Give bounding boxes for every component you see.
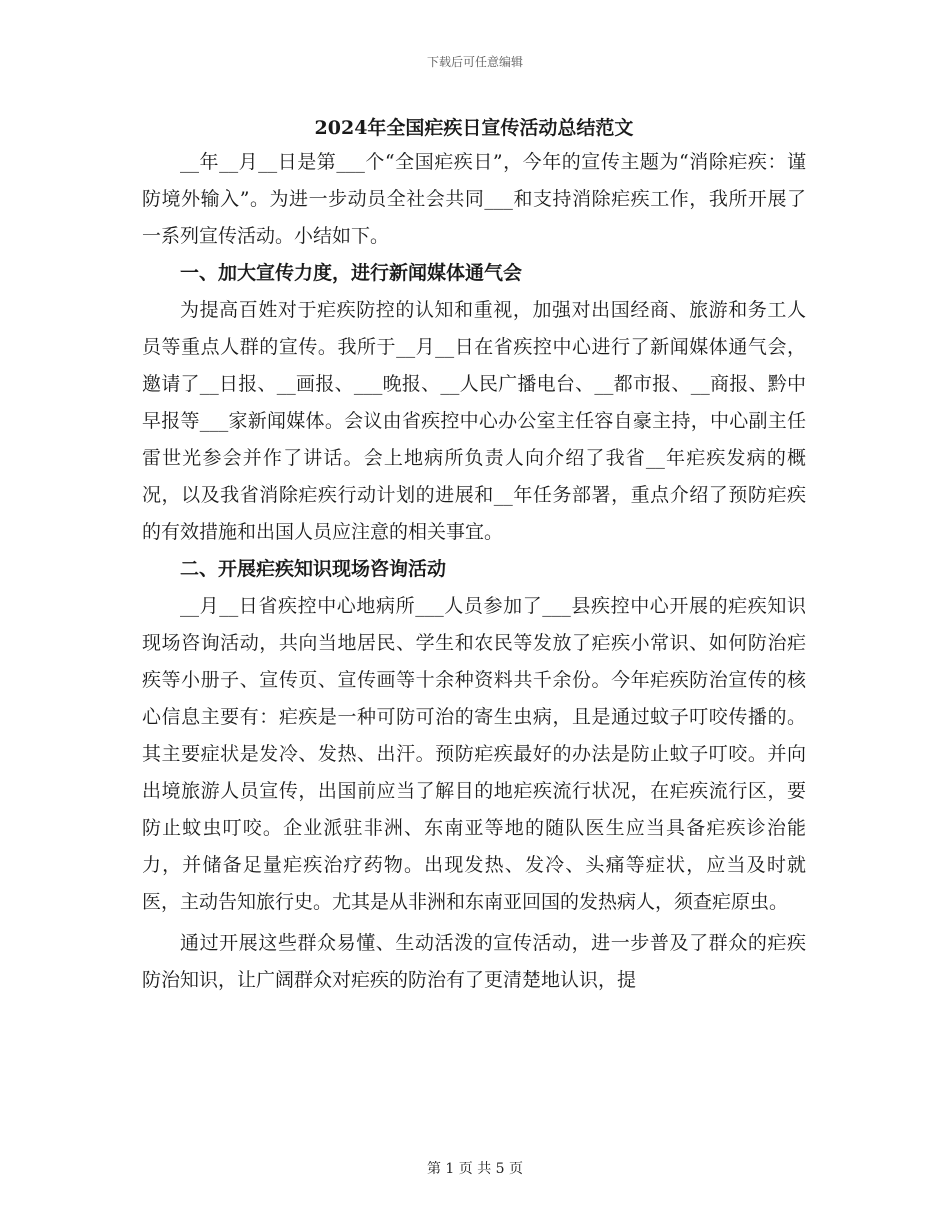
page-header-note: 下载后可任意编辑 [426,55,523,69]
section1-heading: 一、加大宣传力度，进行新闻媒体通气会 [180,262,523,284]
section2-heading: 二、开展疟疾知识现场咨询活动 [180,558,447,580]
closing-paragraph: 通过开展这些群众易懂、生动活泼的宣传活动，进一步普及了群众的疟疾防治知识，让广阔群众对疟疾的防治有了更清楚地认识，提 [142,932,806,991]
intro-paragraph: __年__月__日是第___个“全国疟疾日”，今年的宣传主题为“消除疟疾：谨防境外输入”。为进一步动员全社会共同___和支持消除疟疾工作，我所开展了一系列宣传活动。小结如下。 [142,151,806,247]
section1-paragraph: 为提高百姓对于疟疾防控的认知和重视，加强对出国经商、旅游和务工人员等重点人群的宣传。我所于__月__日在省疾控中心进行了新闻媒体通气会，邀请了__日报、__画报、___晚报、__人民广播电台、__都市报、__商报、黔中早报等___家新闻媒体。会议由省疾控中心办公室主任容自豪主持，中心副主任雷世光参会并作了讲话。会上地病所负责人向介绍了我省__年疟疾发病的概况，以及我省消除疟疾行动计划的进展和__年任务部署，重点介绍了预防疟疾的有效措施和出国人员应注意的相关事宜。 [142,299,806,543]
document-title: 2024年全国疟疾日宣传活动总结范文 [314,117,634,139]
section2-paragraph: __月__日省疾控中心地病所___人员参加了___县疾控中心开展的疟疾知识现场咨询活动，共向当地居民、学生和农民等发放了疟疾小常识、如何防治疟疾等小册子、宣传页、宣传画等十余种资料共千余份。今年疟疾防治宣传的核心信息主要有：疟疾是一种可防可治的寄生虫病，且是通过蚊子叮咬传播的。其主要症状是发冷、发热、出汗。预防疟疾最好的办法是防止蚊子叮咬。并向出境旅游人员宣传，出国前应当了解目的地疟疾流行状况，在疟疾流行区，要防止蚊虫叮咬。企业派驻非洲、东南亚等地的随队医生应当具备疟疾诊治能力，并储备足量疟疾治疗药物。出现发热、发冷、头痛等症状，应当及时就医，主动告知旅行史。尤其是从非洲和东南亚回国的发热病人，须查疟原虫。 [142,595,806,913]
page-number: 第 1 页 共 5 页 [426,1161,524,1177]
document-body [142,112,806,999]
